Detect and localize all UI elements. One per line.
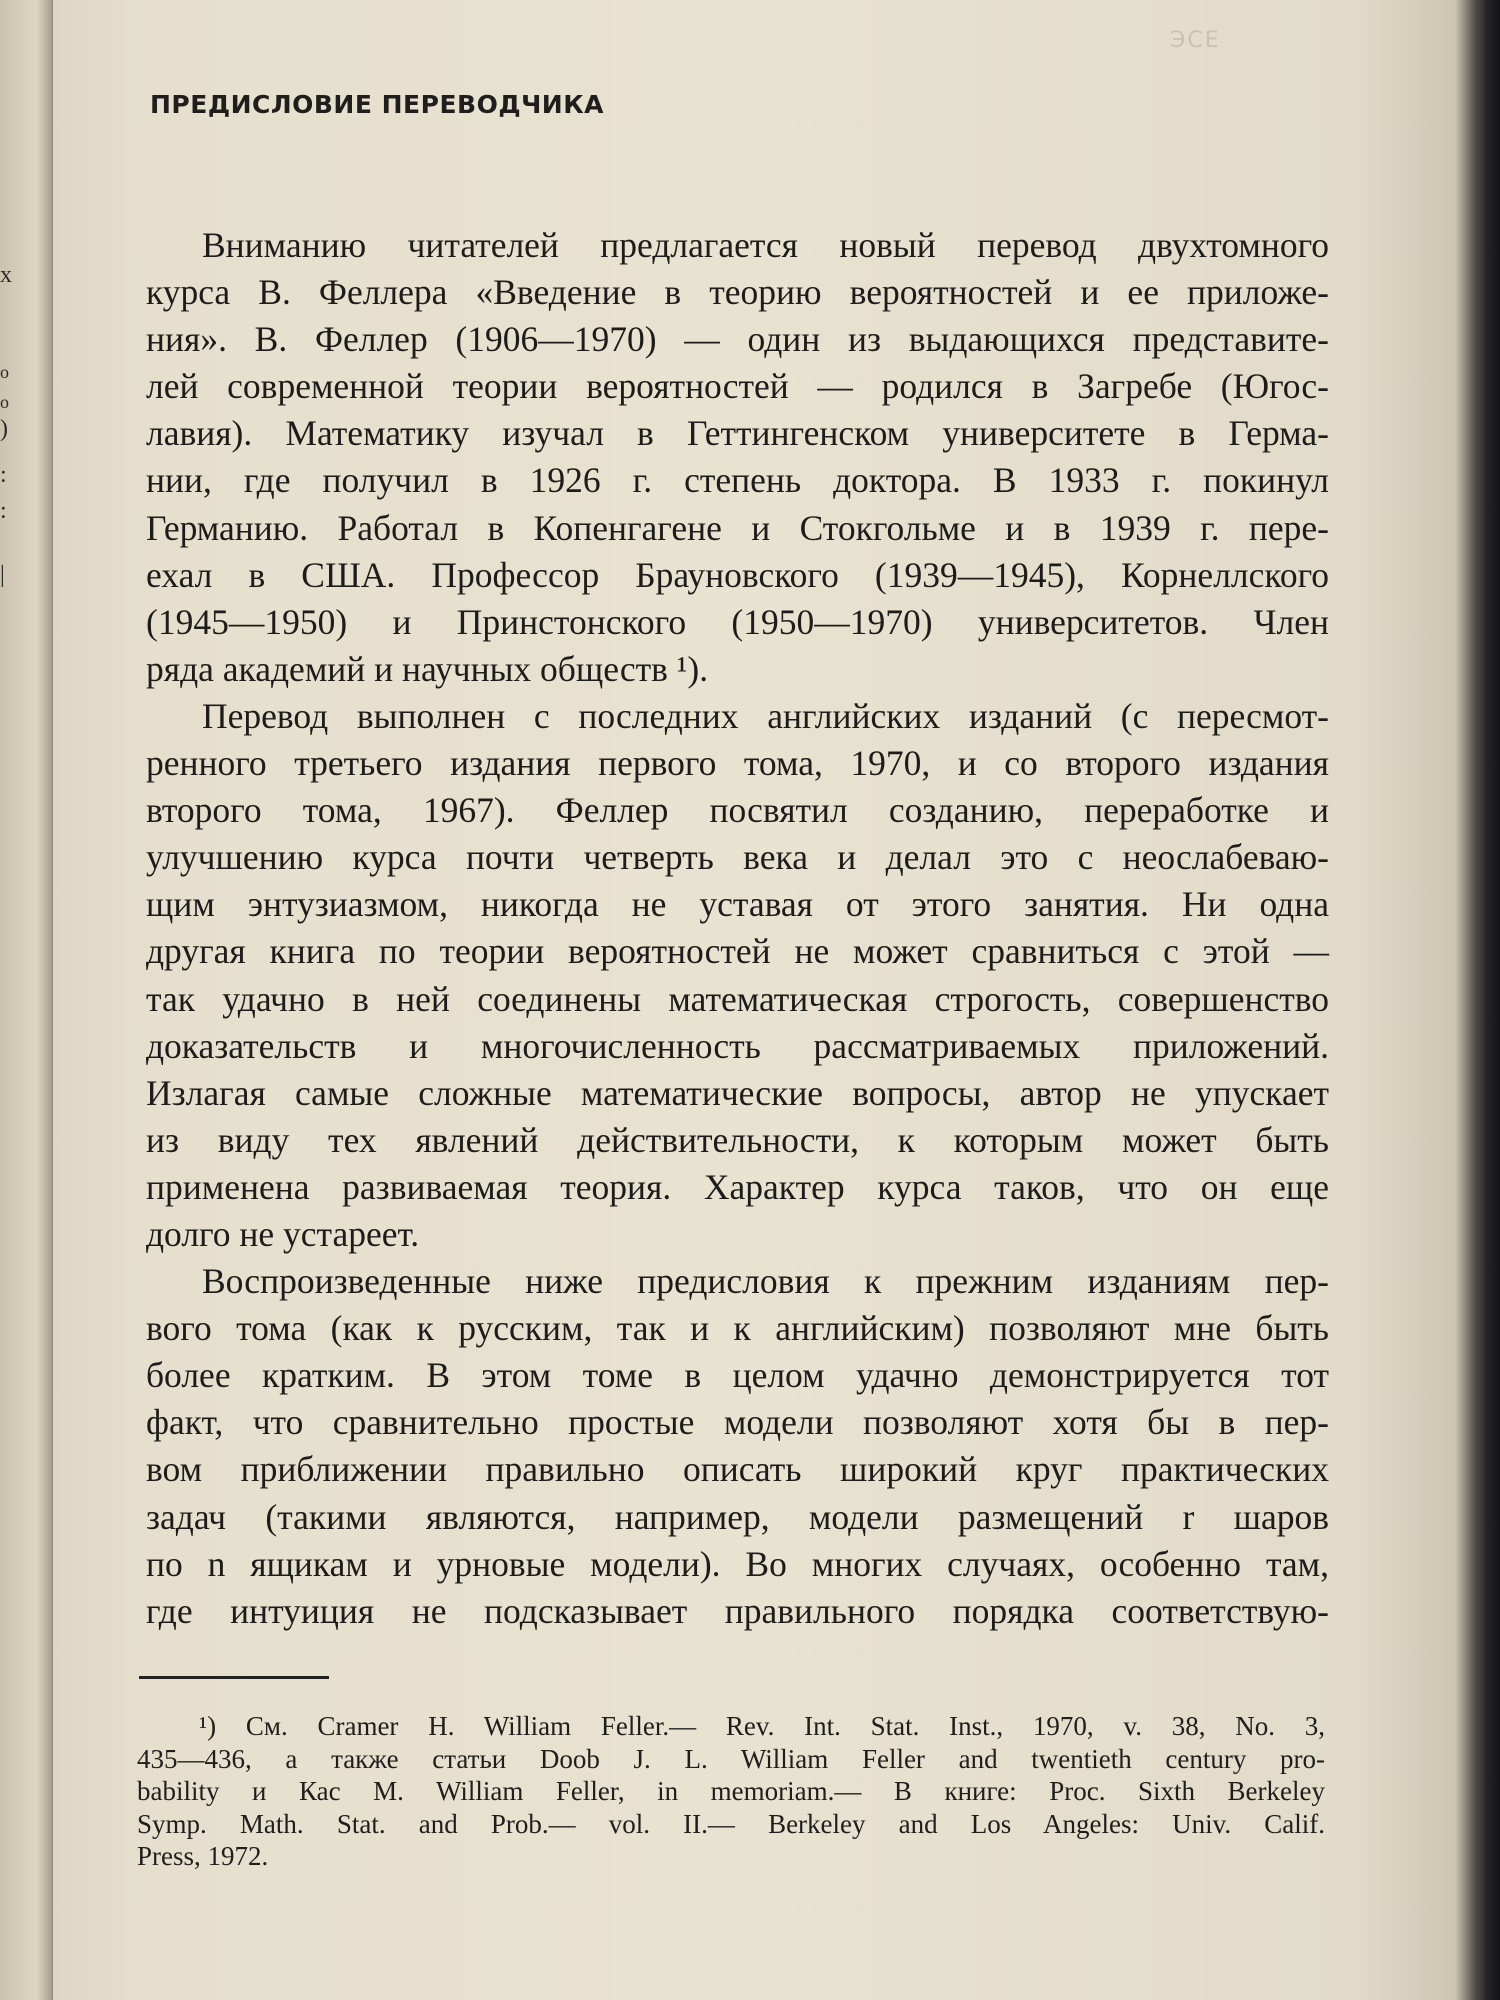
footnote-line: bability и Кас M. William Feller, in memoriam.— В книге: Proc. Sixth Berkeley xyxy=(137,1776,1325,1806)
footnote-line: Symp. Math. Stat. and Prob.— vol. II.— Berkeley and Los Angeles: Univ. Calif. xyxy=(137,1808,1325,1839)
text-line: по n ящикам и урновые модели). Во многих случаях, особенно там, xyxy=(146,1543,1329,1584)
text-line: так удачно в ней соединены математическая строгость, совершенство xyxy=(146,978,1329,1019)
facing-page-fragment: ) xyxy=(0,416,8,442)
text-line: ния». В. Феллер (1906—1970) — один из выдающихся представите- xyxy=(146,319,1329,360)
book-page xyxy=(52,0,1478,2000)
body-text xyxy=(146,222,1329,1635)
footnote-block xyxy=(137,1710,1325,1873)
facing-page-fragment: : xyxy=(0,462,7,488)
text-line: из виду тех явлений действительности, к которым может быть xyxy=(146,1119,1329,1160)
text-line: лей современной теории вероятностей — родился в Загребе (Югос- xyxy=(146,366,1329,407)
facing-page-fragment: о xyxy=(0,392,9,412)
text-line: улучшению курса почти четверть века и делал это с неослабеваю- xyxy=(146,837,1329,878)
text-line: факт, что сравнительно простые модели позволяют хотя бы в пер- xyxy=(146,1402,1329,1443)
text-line: лавия). Математику изучал в Геттингенском университете в Герма- xyxy=(146,413,1329,454)
footnote-line: ¹) См. Cramer H. William Feller.— Rev. Int. Stat. Inst., 1970, v. 38, No. 3, xyxy=(199,1711,1325,1741)
faint-page-number-mark: ЭСЕ xyxy=(1170,28,1221,53)
facing-page-fragment: о xyxy=(0,362,9,382)
footnote-separator xyxy=(139,1676,329,1679)
text-line: Излагая самые сложные математические вопросы, автор не упускает xyxy=(146,1072,1329,1113)
text-line: Воспроизведенные ниже предисловия к прежним изданиям пер- xyxy=(202,1261,1329,1302)
footnote-line: Press, 1972. xyxy=(137,1841,269,1871)
text-line: другая книга по теории вероятностей не может сравниться с этой — xyxy=(146,931,1329,972)
text-line: Перевод выполнен с последних английских изданий (с пересмот- xyxy=(202,695,1329,736)
text-line: долго не устареет. xyxy=(146,1213,420,1254)
text-line: Вниманию читателей предлагается новый перевод двухтомного xyxy=(202,225,1329,265)
text-line: задач (такими являются, например, модели размещений r шаров xyxy=(146,1496,1329,1537)
text-line: вого тома (как к русским, так и к английским) позволяют мне быть xyxy=(146,1308,1329,1349)
facing-page-fragment: : xyxy=(0,498,7,524)
text-line: более кратким. В этом томе в целом удачно демонстрируется тот xyxy=(146,1355,1329,1396)
text-line: курса В. Феллера «Введение в теорию вероятностей и ее приложе- xyxy=(146,272,1329,313)
text-line: Германию. Работал в Копенгагене и Стокгольме и в 1939 г. пере- xyxy=(146,507,1329,548)
text-line: ренного третьего издания первого тома, 1970, и со второго издания xyxy=(146,743,1329,784)
text-line: щим энтузиазмом, никогда не уставая от этого занятия. Ни одна xyxy=(146,884,1329,925)
text-line: ряда академий и научных обществ ¹). xyxy=(146,648,709,689)
text-line: (1945—1950) и Принстонского (1950—1970) университетов. Член xyxy=(146,601,1329,642)
text-line: второго тома, 1967). Феллер посвятил созданию, переработке и xyxy=(146,790,1329,831)
text-line: ехал в США. Профессор Брауновского (1939—1945), Корнеллского xyxy=(146,554,1329,595)
facing-page-edge xyxy=(0,0,53,2000)
facing-page-fragment: | xyxy=(0,562,5,588)
text-line: нии, где получил в 1926 г. степень доктора. В 1933 г. покинул xyxy=(146,460,1329,501)
book-cover-edge xyxy=(1478,0,1500,2000)
text-line: применена развиваемая теория. Характер курса таков, что он еще xyxy=(146,1166,1329,1207)
text-line: где интуиция не подсказывает правильного порядка соответствую- xyxy=(146,1590,1329,1631)
footnote-line: 435—436, а также статьи Doob J. L. William Feller and twentieth century pro- xyxy=(137,1743,1325,1774)
page-heading: ПРЕДИСЛОВИЕ ПЕРЕВОДЧИКА xyxy=(150,90,605,119)
facing-page-fragment: х xyxy=(0,262,12,288)
text-line: доказательств и многочисленность рассматриваемых приложений. xyxy=(146,1025,1329,1066)
text-line: вом приближении правильно описать широкий круг практических xyxy=(146,1449,1329,1490)
